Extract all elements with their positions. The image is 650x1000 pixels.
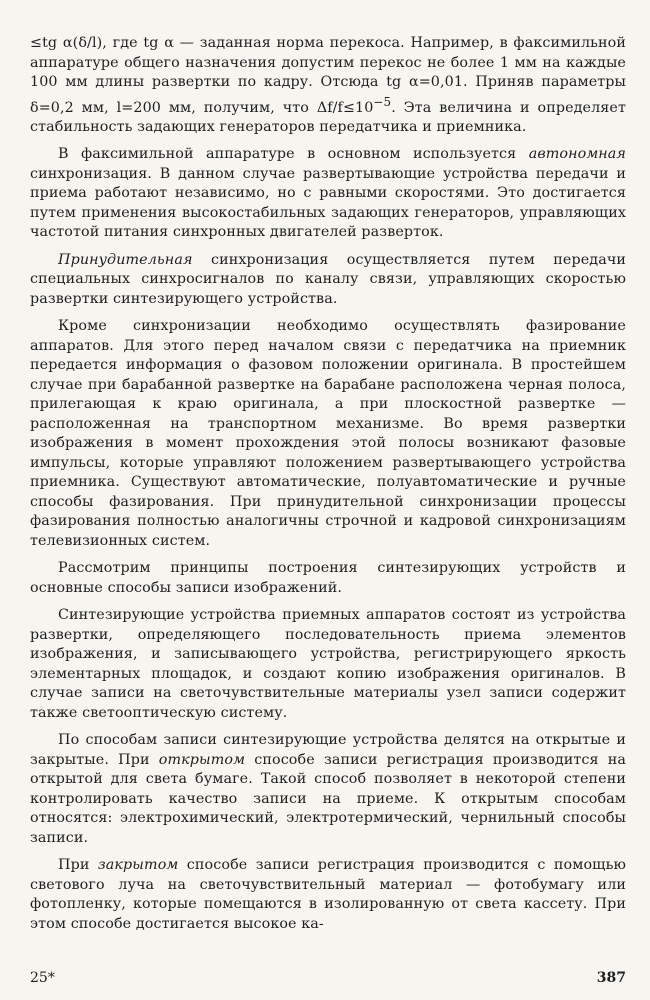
paragraph-open-recording: По способам записи синтезирующие устройства делятся на открытые и закрытые. При открытом способе записи регистрация производится на открытой для света бумаге. Такой способ позволяет в некоторой степени контролировать качество записи на приеме. К открытым способам относятся: электрохимический, электротермический, чернильный способы записи. [30,732,626,846]
signature-mark: 25* [30,970,55,986]
body-text [30,34,626,942]
paragraph-skew-norm: ≤tg α(δ/l), где tg α — заданная норма перекоса. Например, в факсимильной аппаратуре общего назначения допустим перекос не более 1 мм на каждые 100 мм длины развертки по кадру. Отсюда tg α=0,01. Приняв параметры δ=0,2 мм, l=200 мм, получим, что $\Delta f/f\le 10^{-5}$. Эта величина и определяет стабильность задающих генераторов передатчика и приемника. [30,35,626,135]
page-footer [30,970,626,992]
paragraph-phasing: Кроме синхронизации необходимо осуществлять фазирование аппаратов. Для этого перед началом связи с передатчика на приемник передается информация о фазовом положении оригинала. В простейшем случае при барабанной развертке на барабане расположена черная полоса, прилегающая к краю оригинала, а при плоскостной развертке — расположенная на транспортном механизме. Во время развертки изображения в момент прохождения этой полосы возникают фазовые импульсы, которые управляют положением развертывающего устройства приемника. Существуют автоматические, полуавтоматические и ручные способы фазирования. При принудительной синхронизации процессы фазирования полностью аналогичны строчной и кадровой синхронизациям телевизионных систем. [30,318,626,549]
page-number: 387 [596,970,626,986]
exponent: −5 [373,94,392,109]
paragraph-principles: Рассмотрим принципы построения синтезирующих устройств и основные способы записи изображений. [30,560,626,596]
paragraph-closed-recording: При закрытом способе записи регистрация производится с помощью светового луча на светочувствительный материал — фотобумагу или фотопленку, которые помещаются в изолированную от света кассету. При этом способе достигается высокое ка- [30,857,626,932]
paragraph-autonomous-sync: В факсимильной аппаратуре в основном используется автономная синхронизация. В данном случае развертывающие устройства передачи и приема работают независимо, но с равными скоростями. Это достигается путем применения высокостабильных задающих генераторов, управляющих частотой питания синхронных двигателей разверток. [30,146,626,241]
paragraph-forced-sync: Принудительная синхронизация осуществляется путем передачи специальных синхросигналов по каналу связи, управляющих скоростью развертки синтезирующего устройства. [30,251,626,307]
paragraph-synth-devices: Синтезирующие устройства приемных аппаратов состоят из устройства развертки, определяющего последовательность приема элементов изображения, и записывающего устройства, регистрирующего яркость элементарных площадок, и создают копию изображения оригиналов. В случае записи на светочувствительные материалы узел записи содержит также светооптическую систему. [30,607,626,721]
